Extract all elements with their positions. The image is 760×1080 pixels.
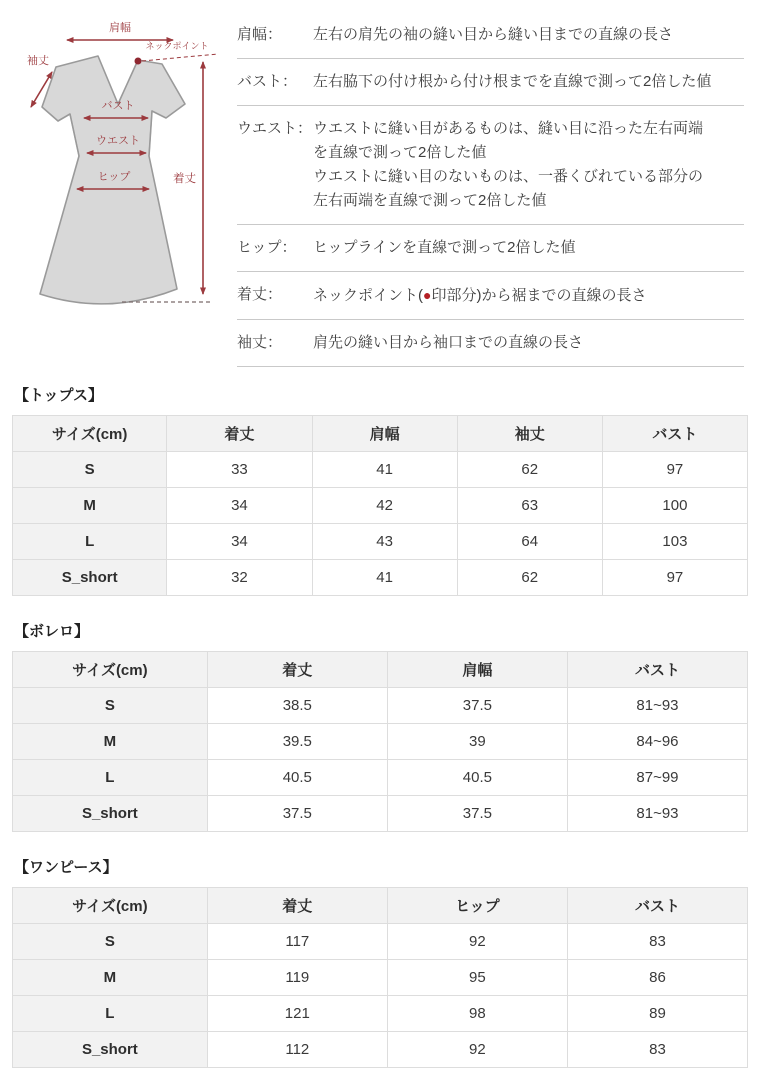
waist-label: ウエスト [96,135,140,147]
column-header: サイズ(cm) [13,416,167,452]
definition-line: を直線で測って2倍した値 [313,144,487,161]
definition-line: 左右両端を直線で測って2倍した値 [313,192,547,209]
size-label-cell: S_short [13,1032,208,1068]
definition-line: ウエストに縫い目のないものは、一番くびれている部分の [313,168,704,185]
size-value-cell: 34 [167,524,312,560]
definition-line: 肩先の縫い目から袖口までの直線の長さ [313,334,584,351]
neck-point-dashed-line [142,54,218,61]
table-title-onepiece: 【ワンピース】 [14,859,118,876]
column-header: 着丈 [167,416,312,452]
size-value-cell: 87~99 [567,760,747,796]
column-header: 着丈 [207,888,387,924]
garment-length-label: 着丈 [173,173,196,185]
size-label-cell: M [13,960,208,996]
size-table-bolero [12,651,748,832]
size-value-cell: 39.5 [207,724,387,760]
size-value-cell: 100 [602,488,747,524]
column-header: 着丈 [207,652,387,688]
size-value-cell: 92 [387,924,567,960]
size-value-cell: 119 [207,960,387,996]
size-label-cell: M [13,724,208,760]
table-row [13,724,748,760]
definition-line: ウエストに縫い目があるものは、縫い目に沿った左右両端 [313,120,704,137]
definition-text [313,283,744,308]
sleeve-length-label: 袖丈 [27,55,49,67]
size-value-cell: 34 [167,488,312,524]
size-table-onepiece [12,887,748,1068]
neck-point-dot-icon [135,58,142,65]
definition-row-hip [237,225,744,272]
column-header: 肩幅 [312,416,457,452]
definition-row-bust [237,59,744,106]
table-row [13,452,748,488]
size-value-cell: 121 [207,996,387,1032]
size-value-cell: 89 [567,996,747,1032]
table-row [13,760,748,796]
size-value-cell: 64 [457,524,602,560]
dress-measurement-diagram [22,4,232,362]
size-value-cell: 38.5 [207,688,387,724]
size-value-cell: 83 [567,924,747,960]
size-value-cell: 97 [602,560,747,596]
definition-term: ヒップ： [237,239,297,256]
definitions-list [237,12,744,367]
size-table-tops [12,415,748,596]
size-value-cell: 103 [602,524,747,560]
size-value-cell: 112 [207,1032,387,1068]
size-label-cell: M [13,488,167,524]
bust-label: バスト [101,100,135,112]
size-label-cell: S [13,452,167,488]
definition-row-waist [237,106,744,225]
size-value-cell: 40.5 [387,760,567,796]
size-label-cell: L [13,760,208,796]
definition-term: 袖丈： [237,334,283,351]
definition-row-shoulder [237,12,744,59]
hip-label: ヒップ [97,171,131,183]
size-value-cell: 63 [457,488,602,524]
table-title-tops: 【トップス】 [14,387,103,404]
measurement-guide-section [0,0,760,368]
size-value-cell: 81~93 [567,796,747,832]
definition-term: 肩幅： [237,26,283,43]
definition-line: ヒップラインを直線で測って2倍した値 [313,239,576,256]
column-header: サイズ(cm) [13,652,208,688]
definition-text-part: ネックポイント( [313,287,423,304]
column-header: 袖丈 [457,416,602,452]
size-label-cell: L [13,996,208,1032]
size-value-cell: 39 [387,724,567,760]
column-header: バスト [567,888,747,924]
definition-term: 着丈： [237,286,283,303]
size-label-cell: S [13,924,208,960]
size-value-cell: 97 [602,452,747,488]
size-value-cell: 32 [167,560,312,596]
table-row [13,560,748,596]
definition-term: ウエスト： [237,120,313,137]
size-value-cell: 86 [567,960,747,996]
column-header: バスト [602,416,747,452]
size-value-cell: 37.5 [387,796,567,832]
neck-point-label: ネックポイント [145,41,209,51]
definition-line: 左右脇下の付け根から付け根までを直線で測って2倍した値 [313,73,712,90]
table-header-row [13,888,748,924]
size-value-cell: 98 [387,996,567,1032]
size-label-cell: S [13,688,208,724]
definition-text [313,23,744,47]
column-header: 肩幅 [387,652,567,688]
table-row [13,996,748,1032]
column-header: バスト [567,652,747,688]
size-value-cell: 84~96 [567,724,747,760]
table-header-row [13,652,748,688]
size-value-cell: 41 [312,452,457,488]
size-value-cell: 37.5 [207,796,387,832]
size-value-cell: 33 [167,452,312,488]
size-value-cell: 40.5 [207,760,387,796]
table-row [13,796,748,832]
size-value-cell: 117 [207,924,387,960]
table-row [13,924,748,960]
size-value-cell: 37.5 [387,688,567,724]
size-value-cell: 62 [457,452,602,488]
definition-text [313,331,744,355]
table-header-row [13,416,748,452]
size-value-cell: 81~93 [567,688,747,724]
column-header: ヒップ [387,888,567,924]
definition-row-sleeve [237,320,744,367]
shoulder-width-label: 肩幅 [109,22,131,34]
definition-text [313,70,744,94]
definition-line [313,283,744,308]
size-value-cell: 92 [387,1032,567,1068]
size-label-cell: S_short [13,560,167,596]
size-value-cell: 42 [312,488,457,524]
definition-term: バスト： [237,73,298,90]
table-row [13,524,748,560]
definition-line: 左右の肩先の袖の縫い目から縫い目までの直線の長さ [313,26,674,43]
definition-text [313,236,744,260]
table-title-bolero: 【ボレロ】 [14,623,90,640]
size-value-cell: 95 [387,960,567,996]
size-tables-section [0,384,760,1068]
table-row [13,1032,748,1068]
column-header: サイズ(cm) [13,888,208,924]
definition-text-part: 印部分)から裾までの直線の長さ [431,287,647,304]
size-label-cell: S_short [13,796,208,832]
size-value-cell: 43 [312,524,457,560]
size-value-cell: 83 [567,1032,747,1068]
red-dot-icon: ● [423,287,432,303]
size-label-cell: L [13,524,167,560]
table-row [13,488,748,524]
size-value-cell: 62 [457,560,602,596]
definition-text [313,117,744,213]
size-value-cell: 41 [312,560,457,596]
table-row [13,688,748,724]
definition-row-length [237,272,744,320]
table-row [13,960,748,996]
